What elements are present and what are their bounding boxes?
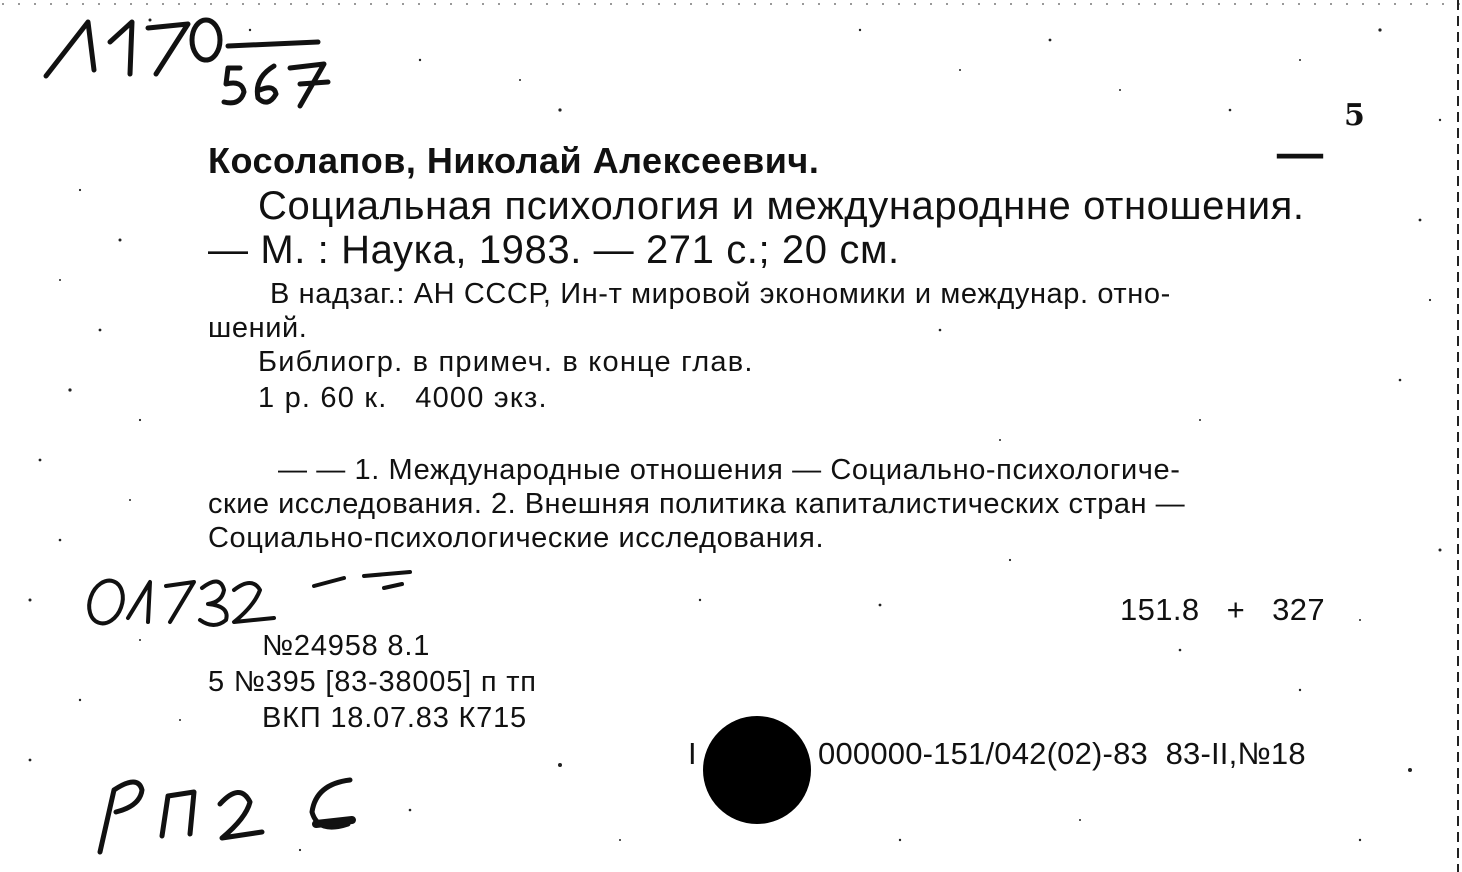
subject-headings-line-3: Социально-психологические исследования. (208, 522, 825, 554)
author-heading: Косолапов, Николай Алексеевич. (208, 140, 820, 181)
subject-headings-line-1: — — 1. Международные отношения — Социально-психологиче- (278, 454, 1181, 486)
bottom-code-prefix: I (688, 736, 697, 771)
book-chamber-number: 5 №395 [83-38005] п тп (208, 666, 537, 698)
order-number: №24958 8.1 (262, 630, 431, 662)
handwritten-bottom-mark (90, 760, 380, 860)
handwritten-shelf-mark (84, 566, 444, 636)
publisher-note-line-2: шений. (208, 312, 308, 344)
book-title: Социальная психология и международнне отношения. (258, 184, 1305, 228)
author-dash: — (1274, 130, 1326, 177)
punched-hole (703, 716, 811, 824)
price-and-print-run: 1 р. 60 к. 4000 экз. (258, 382, 548, 414)
page-number: 5 (1344, 98, 1365, 133)
bibliography-note: Библиогр. в примеч. в конце глав. (258, 346, 754, 378)
imprint: — М. : Наука, 1983. — 271 с.; 20 см. (208, 228, 900, 272)
vkp-code: ВКП 18.07.83 К715 (262, 702, 527, 734)
handwritten-inventory-number (28, 8, 368, 118)
classification-index: 151.8 + 327 (1120, 592, 1326, 627)
subject-headings-line-2: ские исследования. 2. Внешняя политика капиталистических стран — (208, 488, 1186, 520)
bottom-code: 000000-151/042(02)-83 83-II,№18 (818, 736, 1306, 771)
publisher-note-line-1: В надзаг.: АН СССР, Ин-т мировой экономики и междунар. отно- (270, 278, 1171, 310)
